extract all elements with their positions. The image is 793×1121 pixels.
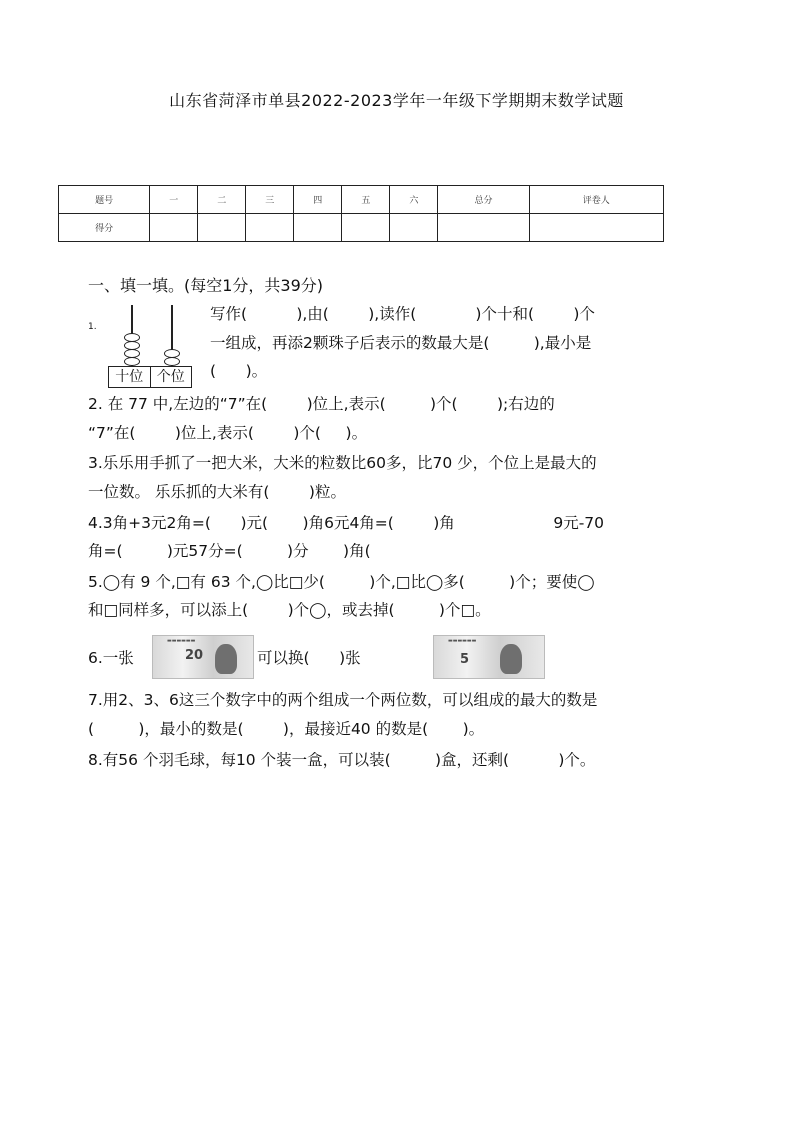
abacus-place-labels — [108, 366, 192, 388]
score-cell-blank — [390, 214, 438, 242]
score-table-cell: 三 — [246, 186, 294, 214]
q7-line2: ( )，最小的数是( )，最接近40 的数是( )。 — [88, 720, 485, 738]
portrait-icon — [215, 644, 237, 674]
score-table-header-row — [59, 186, 664, 214]
abacus-tens-label: 十位 — [109, 367, 151, 387]
q8-line1: 8.有56 个羽毛球，每10 个装一盒，可以装( )盒，还剩( )个。 — [88, 751, 596, 769]
q3-line1: 3.乐乐用手抓了一把大米，大米的粒数比60多，比70 少，个位上是最大的 — [88, 454, 597, 472]
q2-line2: “7”在( )位上,表示( )个( )。 — [88, 424, 368, 442]
score-table-cell: 总分 — [438, 186, 529, 214]
score-table-cell: 评卷人 — [529, 186, 663, 214]
score-cell-blank — [529, 214, 663, 242]
score-cell-blank — [150, 214, 198, 242]
abacus-image — [108, 305, 192, 385]
abacus-ones-label: 个位 — [156, 369, 185, 385]
q6-text-before: 6.一张 — [88, 649, 134, 667]
q1-line2: 一组成，再添2颗珠子后表示的数最大是( ),最小是 — [210, 334, 592, 352]
score-cell-blank — [342, 214, 390, 242]
q3-line2: 一位数。 乐乐抓的大米有( )粒。 — [88, 483, 346, 501]
q5-line2: 和□同样多，可以添上( )个◯，或去掉( )个□。 — [88, 601, 491, 619]
q5-line1: 5.◯有 9 个,□有 63 个,◯比□少( )个,□比◯多( )个；要使◯ — [88, 573, 595, 591]
page-title: 山东省菏泽市单县2022-2023学年一年级下学期期末数学试题 — [169, 91, 624, 110]
score-table-score-row — [59, 214, 664, 242]
q6-text-middle: 可以换( )张 — [257, 649, 361, 667]
score-cell-blank — [294, 214, 342, 242]
note-header-icon: ▬▬▬▬▬▬ — [448, 638, 477, 644]
note-value: 5 — [460, 652, 470, 667]
score-cell-blank — [438, 214, 529, 242]
section-heading: 一、填一填。(每空1分，共39分) — [88, 276, 324, 295]
abacus-bead — [164, 357, 180, 366]
score-table-cell: 四 — [294, 186, 342, 214]
score-table-cell: 得分 — [59, 214, 150, 242]
q4-line1: 4.3角+3元2角=( )元( )角6元4角=( )角 9元-70 — [88, 514, 605, 532]
abacus-bead — [124, 357, 140, 366]
note-value: 20 — [185, 648, 204, 663]
score-table-cell: 六 — [390, 186, 438, 214]
q4-line2: 角=( )元57分=( )分 )角( — [88, 542, 371, 560]
five-yuan-note-image — [433, 635, 545, 679]
q1-line3: ( )。 — [210, 362, 268, 380]
score-table-cell: 题号 — [59, 186, 150, 214]
score-table-cell: 一 — [150, 186, 198, 214]
q7-line1: 7.用2、3、6这三个数字中的两个组成一个两位数，可以组成的最大的数是 — [88, 691, 598, 709]
score-table-cell: 五 — [342, 186, 390, 214]
score-cell-blank — [198, 214, 246, 242]
q1-line1: 写作( ),由( ),读作( )个十和( )个 — [210, 305, 595, 323]
note-header-icon: ▬▬▬▬▬▬ — [167, 638, 196, 644]
score-table-cell: 二 — [198, 186, 246, 214]
twenty-yuan-note-image — [152, 635, 254, 679]
question-number: 1. — [88, 322, 97, 332]
score-cell-blank — [246, 214, 294, 242]
portrait-icon — [500, 644, 522, 674]
score-table — [58, 185, 664, 242]
q2-line1: 2. 在 77 中,左边的“7”在( )位上,表示( )个( );右边的 — [88, 395, 555, 413]
